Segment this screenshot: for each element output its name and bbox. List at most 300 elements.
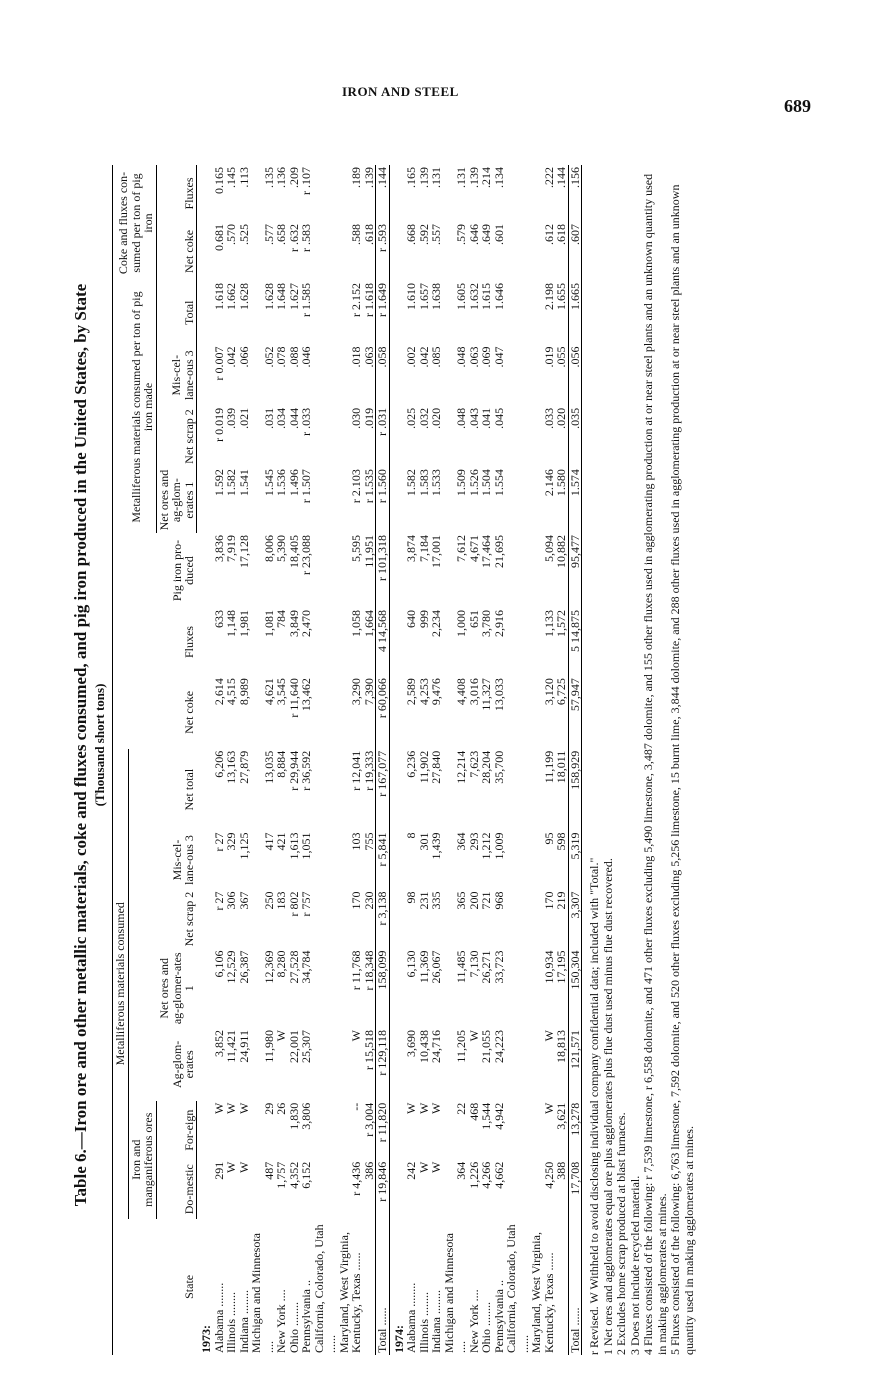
table-row — [300, 165, 313, 1355]
table-cell: .018 — [349, 346, 363, 368]
table-cell: r 167,077 — [376, 749, 390, 831]
table-cell: 150,304 — [568, 949, 582, 1028]
table-cell: 1.610 — [404, 282, 418, 310]
table-cell: 1.583 — [416, 469, 431, 497]
table-row — [338, 165, 363, 1355]
table-cell: 301 — [416, 832, 431, 851]
table-row — [555, 165, 568, 1355]
table-cell: 1,081 — [261, 609, 276, 637]
header-net-scrap: Net scrap 2 — [182, 891, 196, 947]
table-cell: 999 — [416, 609, 431, 628]
table-cell: 1,125 — [236, 832, 251, 860]
table-cell: 1,058 — [349, 609, 363, 637]
table-cell: 367 — [236, 891, 251, 910]
table-cell: 8,280 — [274, 950, 288, 978]
header-misc: Mis-cel-lane-ous 3 — [169, 835, 196, 885]
table-cell: 487 — [261, 1161, 276, 1180]
table-cell: 4,352 — [286, 1161, 301, 1189]
table-cell: .209 — [286, 167, 301, 188]
table-cell: .035 — [568, 406, 582, 467]
table-cell: 364 — [454, 832, 468, 851]
table-cell: 13,163 — [224, 750, 238, 784]
state-cell: Illinois ........ — [416, 1291, 431, 1353]
table-cell: r 757 — [299, 891, 313, 917]
table-cell: 10,882 — [554, 535, 568, 569]
header-agglomerates: Ag-glom-erates — [169, 1040, 196, 1089]
state-cell: Maryland, West Virginia, Kentucky, Texas ...... — [336, 1232, 363, 1353]
header-cf-net-coke: Net coke — [156, 222, 197, 281]
header-domestic: Do-mestic — [156, 1160, 197, 1219]
header-per-ton: Metalliferous materials consumed per ton of pig iron made — [113, 281, 157, 533]
header-net-coke: Net coke — [113, 676, 197, 749]
table-cell: 18,813 — [554, 1030, 568, 1064]
table-cell: .145 — [224, 167, 238, 188]
table-cell: 1,226 — [466, 1161, 481, 1189]
table-cell: 17,128 — [236, 535, 251, 569]
year-row — [197, 165, 213, 1355]
table-cell: .214 — [479, 167, 493, 188]
table-cell: 3,849 — [286, 609, 301, 637]
table-row — [313, 165, 338, 1355]
footnote: 1 Net ores and agglomerates equal ore plus agglomerates plus flue dust used minus flue dust recovered. — [600, 858, 615, 1355]
table-cell: 5,595 — [349, 535, 363, 563]
page-number: 689 — [784, 96, 811, 116]
table-cell: .222 — [541, 167, 556, 188]
table-cell: .557 — [429, 223, 443, 245]
table-cell — [313, 281, 338, 345]
header-net-total: Net total — [182, 768, 196, 811]
table-cell: 8,989 — [236, 678, 251, 706]
table-cell: 1.509 — [454, 469, 468, 497]
table-cell: W — [274, 1030, 288, 1042]
table-cell: 5,319 — [568, 830, 582, 889]
table-cell: 25,307 — [299, 1030, 313, 1064]
table-cell: 721 — [479, 891, 493, 910]
table-cell: 3,852 — [211, 1030, 226, 1058]
header-coke-fluxes: Coke and fluxes con-sumed per ton of pig iron — [113, 165, 157, 281]
table-cell: 1.526 — [466, 469, 481, 497]
table-cell: 1,439 — [429, 832, 443, 860]
table-cell: 3,836 — [211, 535, 226, 563]
table-cell: 6,206 — [211, 750, 226, 778]
table-cell — [505, 467, 530, 533]
table-cell: 1.554 — [491, 469, 506, 497]
table-cell: .041 — [479, 407, 493, 429]
table-cell: 306 — [224, 891, 238, 910]
table-cell: 1.628 — [261, 282, 276, 310]
table-cell: 5 14,875 — [568, 608, 582, 676]
table-cell: 1.657 — [416, 282, 431, 310]
table-row — [238, 165, 251, 1355]
table-cell: r 1.535 — [361, 469, 376, 504]
state-cell: Indiana ........ — [429, 1290, 443, 1353]
table-cell: 3,545 — [274, 678, 288, 706]
state-cell: Pennsylvania .. — [299, 1280, 313, 1353]
header-fluxes: Fluxes — [113, 608, 197, 676]
table-cell: .139 — [466, 167, 481, 188]
table-cell: .525 — [236, 223, 251, 245]
table-cell: 6,130 — [404, 950, 418, 978]
table-cell: 4,266 — [479, 1161, 493, 1189]
table-cell — [313, 890, 338, 949]
table-cell — [313, 1160, 338, 1219]
state-cell: Ohio ........ — [286, 1302, 301, 1353]
table-cell: 335 — [429, 891, 443, 910]
table-cell: 3,120 — [541, 678, 556, 706]
table-cell: 7,612 — [454, 535, 468, 563]
table-cell: .144 — [376, 165, 390, 222]
table-cell — [505, 406, 530, 467]
footnotes — [588, 165, 696, 1355]
table-cell — [313, 749, 338, 831]
table-cell: r 4,436 — [349, 1161, 363, 1196]
year-label: 1973: — [199, 1325, 213, 1353]
table-cell: .032 — [416, 407, 431, 429]
table-cell: .039 — [224, 407, 238, 429]
table-cell: 3,874 — [404, 535, 418, 563]
table-cell: 11,205 — [454, 1030, 468, 1063]
table-cell: 2.198 — [541, 282, 556, 310]
table-cell: 633 — [211, 609, 226, 628]
header-pt-total: Total — [156, 281, 197, 345]
total-row — [568, 165, 582, 1355]
table-cell: 3,690 — [404, 1030, 418, 1058]
table-cell: 18,405 — [286, 535, 301, 569]
table-row — [505, 165, 530, 1355]
rotated-table-frame — [70, 125, 830, 1365]
table-cell: .069 — [479, 346, 493, 368]
table-cell: r 1.560 — [376, 467, 390, 533]
table-cell: .131 — [429, 167, 443, 188]
table-cell: .019 — [541, 346, 556, 368]
table-cell: 3,621 — [554, 1102, 568, 1130]
table-cell: .649 — [479, 223, 493, 245]
table-cell: 103 — [349, 832, 363, 851]
table-cell: 1.665 — [568, 281, 582, 345]
year-label: 1974: — [391, 1325, 406, 1353]
table-cell: r 3,138 — [376, 890, 390, 949]
table-cell: 95 — [541, 832, 556, 845]
table-cell: 1.615 — [479, 282, 493, 310]
table-cell: 2,234 — [429, 609, 443, 637]
table-cell: 7,623 — [466, 750, 481, 778]
table-cell — [313, 222, 338, 281]
table-cell: W — [429, 1102, 443, 1115]
table-cell: .136 — [274, 167, 288, 188]
table-cell: .607 — [568, 222, 582, 281]
table-cell: 98 — [404, 891, 418, 904]
table-cell: 21,055 — [479, 1030, 493, 1064]
table-cell — [313, 406, 338, 467]
table-cell: 33,723 — [491, 950, 506, 984]
table-cell: 9,476 — [429, 678, 443, 706]
table-cell: 1,757 — [274, 1161, 288, 1189]
table-row — [530, 165, 555, 1355]
table-cell — [505, 1160, 530, 1219]
table-cell — [313, 608, 338, 676]
table-cell: .048 — [454, 407, 468, 429]
table-cell: 27,528 — [286, 950, 301, 984]
table-cell: 17,464 — [479, 535, 493, 569]
table-cell: .144 — [554, 167, 568, 188]
table-cell: .579 — [454, 223, 468, 245]
table-cell: .044 — [286, 407, 301, 429]
table-cell: 4,253 — [416, 678, 431, 706]
table-cell: .031 — [261, 407, 276, 429]
table-cell: .063 — [361, 346, 376, 368]
table-cell: 7,390 — [361, 678, 376, 706]
table-cell: 200 — [466, 891, 481, 910]
table-cell: W — [541, 1030, 556, 1042]
table-cell: 8,884 — [274, 750, 288, 778]
table-cell: 1.648 — [274, 282, 288, 310]
table-cell — [505, 1028, 530, 1101]
table-cell: 10,934 — [541, 950, 556, 984]
table-cell: 1,212 — [479, 832, 493, 860]
table-cell: 21,695 — [491, 535, 506, 569]
state-cell: California, Colorado, Utah ...... — [311, 1224, 338, 1353]
table-cell: 158,929 — [568, 749, 582, 831]
table-cell: 1,148 — [224, 609, 238, 637]
table-cell: r 19,333 — [361, 750, 376, 791]
table-cell: 4,671 — [466, 535, 481, 563]
table-cell: .045 — [491, 407, 506, 429]
table-cell: W — [224, 1102, 238, 1115]
table-cell: W — [416, 1102, 431, 1115]
header-row-1 — [113, 165, 129, 1355]
table-cell: r 18,348 — [361, 950, 376, 991]
table-cell: .043 — [466, 407, 481, 429]
table-cell: 231 — [416, 891, 431, 910]
table-cell: 26,271 — [479, 950, 493, 984]
table-cell: r 1.649 — [376, 281, 390, 345]
table-cell: r .107 — [299, 167, 313, 195]
table-cell: .139 — [361, 167, 376, 188]
table-cell: 365 — [454, 891, 468, 910]
table-cell: .033 — [541, 407, 556, 429]
table-cell: r 101,318 — [376, 533, 390, 608]
table-cell: r 0.007 — [211, 346, 226, 381]
table-cell — [313, 533, 338, 608]
table-cell: 29 — [261, 1102, 276, 1115]
table-cell: 1.580 — [554, 469, 568, 497]
table-cell: 640 — [404, 609, 418, 628]
header-pt-net-ores: Net ores and ag-glom-erates 1 — [156, 467, 197, 533]
table-cell: .618 — [361, 223, 376, 245]
table-cell: 250 — [261, 891, 276, 910]
table-cell: 3,290 — [349, 678, 363, 706]
table-cell: .088 — [286, 346, 301, 368]
table-cell: 388 — [554, 1161, 568, 1180]
table-cell: 784 — [274, 609, 288, 628]
table-cell — [313, 1101, 338, 1160]
table-cell: .612 — [541, 223, 556, 245]
table-cell: 6,725 — [554, 678, 568, 706]
table-cell: .047 — [491, 346, 506, 368]
table-cell: .030 — [349, 407, 363, 429]
table-cell: .139 — [416, 167, 431, 188]
table-cell: .002 — [404, 346, 418, 368]
table-cell — [313, 345, 338, 406]
table-cell: 22 — [454, 1102, 468, 1115]
header-foreign: For-eign — [156, 1101, 197, 1160]
table-cell: 230 — [361, 891, 376, 910]
table-cell: 417 — [261, 832, 276, 851]
table-cell: .063 — [466, 346, 481, 368]
table-cell: 1,133 — [541, 609, 556, 637]
table-cell: 11,902 — [416, 750, 431, 784]
table-cell — [313, 1028, 338, 1101]
table-cell: .131 — [454, 167, 468, 188]
table-cell — [505, 345, 530, 406]
table-row — [363, 165, 376, 1355]
table-cell: 4,942 — [491, 1102, 506, 1130]
table-cell: 35,700 — [491, 750, 506, 784]
table-cell: .078 — [274, 346, 288, 368]
table-cell: W — [429, 1161, 443, 1174]
table-cell: 13,033 — [491, 678, 506, 712]
table-cell: 1.662 — [224, 282, 238, 310]
table-row — [430, 165, 443, 1355]
table-cell: .021 — [236, 407, 251, 429]
table-cell: r 3,004 — [361, 1102, 376, 1137]
table-subtitle: (Thousand short tons) — [92, 683, 107, 807]
header-iron-mn-ores: Iron and manganiferous ores — [128, 1101, 156, 1219]
table-cell: .048 — [454, 346, 468, 368]
table-cell: 12,529 — [224, 950, 238, 984]
table-cell: r .033 — [299, 407, 313, 436]
table-row — [443, 165, 468, 1355]
table-cell: 26,067 — [429, 950, 443, 984]
table-cell: .025 — [404, 407, 418, 429]
table-cell: r 2.103 — [349, 469, 363, 504]
table-cell: .156 — [568, 165, 582, 222]
table-cell: 26,387 — [236, 950, 251, 984]
state-cell: Illinois ........ — [224, 1291, 238, 1353]
table-cell: r 1.585 — [299, 282, 313, 317]
table-cell: .066 — [236, 346, 251, 368]
table-cell: 386 — [361, 1161, 376, 1180]
state-cell: Indiana ........ — [236, 1290, 251, 1353]
table-cell: 6,236 — [404, 750, 418, 778]
table-body — [197, 165, 582, 1355]
table-title: Table 6.—Iron ore and other metallic materials, coke and fluxes consumed, and pig iron produced in the United States, by State — [71, 283, 90, 1207]
table-cell: 183 — [274, 891, 288, 910]
table-cell: 755 — [361, 832, 376, 851]
table-row — [480, 165, 493, 1355]
table-cell: 1,613 — [286, 832, 301, 860]
table-cell: 3,806 — [299, 1102, 313, 1130]
table-cell: r 11,820 — [376, 1101, 390, 1160]
table-cell: 1.541 — [236, 469, 251, 497]
table-cell: 2,470 — [299, 609, 313, 637]
table-cell — [505, 222, 530, 281]
table-cell: .019 — [361, 407, 376, 429]
table-cell: r 1.618 — [361, 282, 376, 317]
table-cell: 11,369 — [416, 950, 431, 984]
header-metalliferous-consumed: Metalliferous materials consumed — [113, 749, 129, 1219]
table-cell: 27,840 — [429, 750, 443, 784]
table-cell: .618 — [554, 223, 568, 245]
table-cell — [505, 749, 530, 831]
table-cell: .646 — [466, 223, 481, 245]
table-cell: 8 — [404, 832, 418, 839]
table-cell: W — [404, 1102, 418, 1115]
table-cell: r .583 — [299, 223, 313, 252]
table-cell: r .632 — [286, 223, 301, 252]
table-cell: W — [349, 1030, 363, 1042]
table-cell: 170 — [349, 891, 363, 910]
table-cell: .135 — [261, 167, 276, 188]
table-cell: r 802 — [286, 891, 301, 917]
table-cell: W — [416, 1161, 431, 1174]
footnote: 4 Fluxes consisted of the following: r 7,539 limestone, r 6,558 dolomite, and 471 other fluxes excluding 5,490 limestone, 3,487 dolomite, and 155 other fluxes used in agglomerating production at or near steel plants and an unknown quantity used in making agglomerates at mines. — [641, 173, 669, 1355]
table-cell: 11,951 — [361, 535, 376, 568]
footnote: 2 Excludes home scrap produced at blast furnaces. — [614, 1112, 628, 1355]
table-cell: 1.545 — [261, 469, 276, 497]
state-cell: New York .... — [274, 1289, 288, 1353]
table-cell: .601 — [491, 223, 506, 245]
table-cell: 57,947 — [568, 676, 582, 749]
table-cell: r 27 — [211, 832, 226, 852]
table-cell: 1.536 — [274, 469, 288, 497]
table-cell — [313, 830, 338, 889]
state-cell: Michigan and Minnesota .... — [441, 1233, 468, 1353]
table-cell: 1.628 — [236, 282, 251, 310]
state-cell: Michigan and Minnesota .... — [249, 1233, 276, 1353]
table-cell: r .593 — [376, 222, 390, 281]
table-cell: .052 — [261, 346, 276, 368]
header-net-ores: Net ores and ag-glomer-ates 1 — [157, 952, 196, 1025]
table-cell: 1.632 — [466, 282, 481, 310]
table-cell: 1,830 — [286, 1102, 301, 1130]
table-cell: .592 — [416, 223, 431, 245]
table-cell: 1.605 — [454, 282, 468, 310]
table-cell: 1,981 — [236, 609, 251, 637]
table-cell: .058 — [376, 345, 390, 406]
table-cell: .113 — [236, 167, 251, 188]
table-row — [275, 165, 288, 1355]
table-cell: 158,099 — [376, 949, 390, 1028]
table-cell: 0.681 — [211, 223, 226, 251]
table-cell: 3,780 — [479, 609, 493, 637]
table-cell: .570 — [224, 223, 238, 245]
state-cell: Alabama ........ — [211, 1282, 226, 1353]
state-cell — [363, 1219, 376, 1355]
state-cell — [555, 1219, 568, 1355]
data-table — [112, 165, 582, 1355]
table-cell: r 129,118 — [376, 1028, 390, 1101]
table-cell: 27,879 — [236, 750, 251, 784]
table-cell: 22,001 — [286, 1030, 301, 1064]
table-cell: 364 — [454, 1161, 468, 1180]
page-header — [0, 82, 877, 122]
table-cell: 24,716 — [429, 1030, 443, 1064]
table-cell — [505, 608, 530, 676]
table-cell: 1,051 — [299, 832, 313, 860]
table-cell: 4 14,568 — [376, 608, 390, 676]
table-cell: 24,223 — [491, 1030, 506, 1064]
table-cell — [313, 467, 338, 533]
table-cell: 219 — [554, 891, 568, 910]
table-cell: 13,462 — [299, 678, 313, 712]
table-cell: r 2.152 — [349, 282, 363, 317]
table-cell: 1,572 — [554, 609, 568, 637]
table-cell — [505, 830, 530, 889]
table-cell: r 29,944 — [286, 750, 301, 791]
table-cell: 2,589 — [404, 678, 418, 706]
table-cell: .189 — [349, 167, 363, 188]
